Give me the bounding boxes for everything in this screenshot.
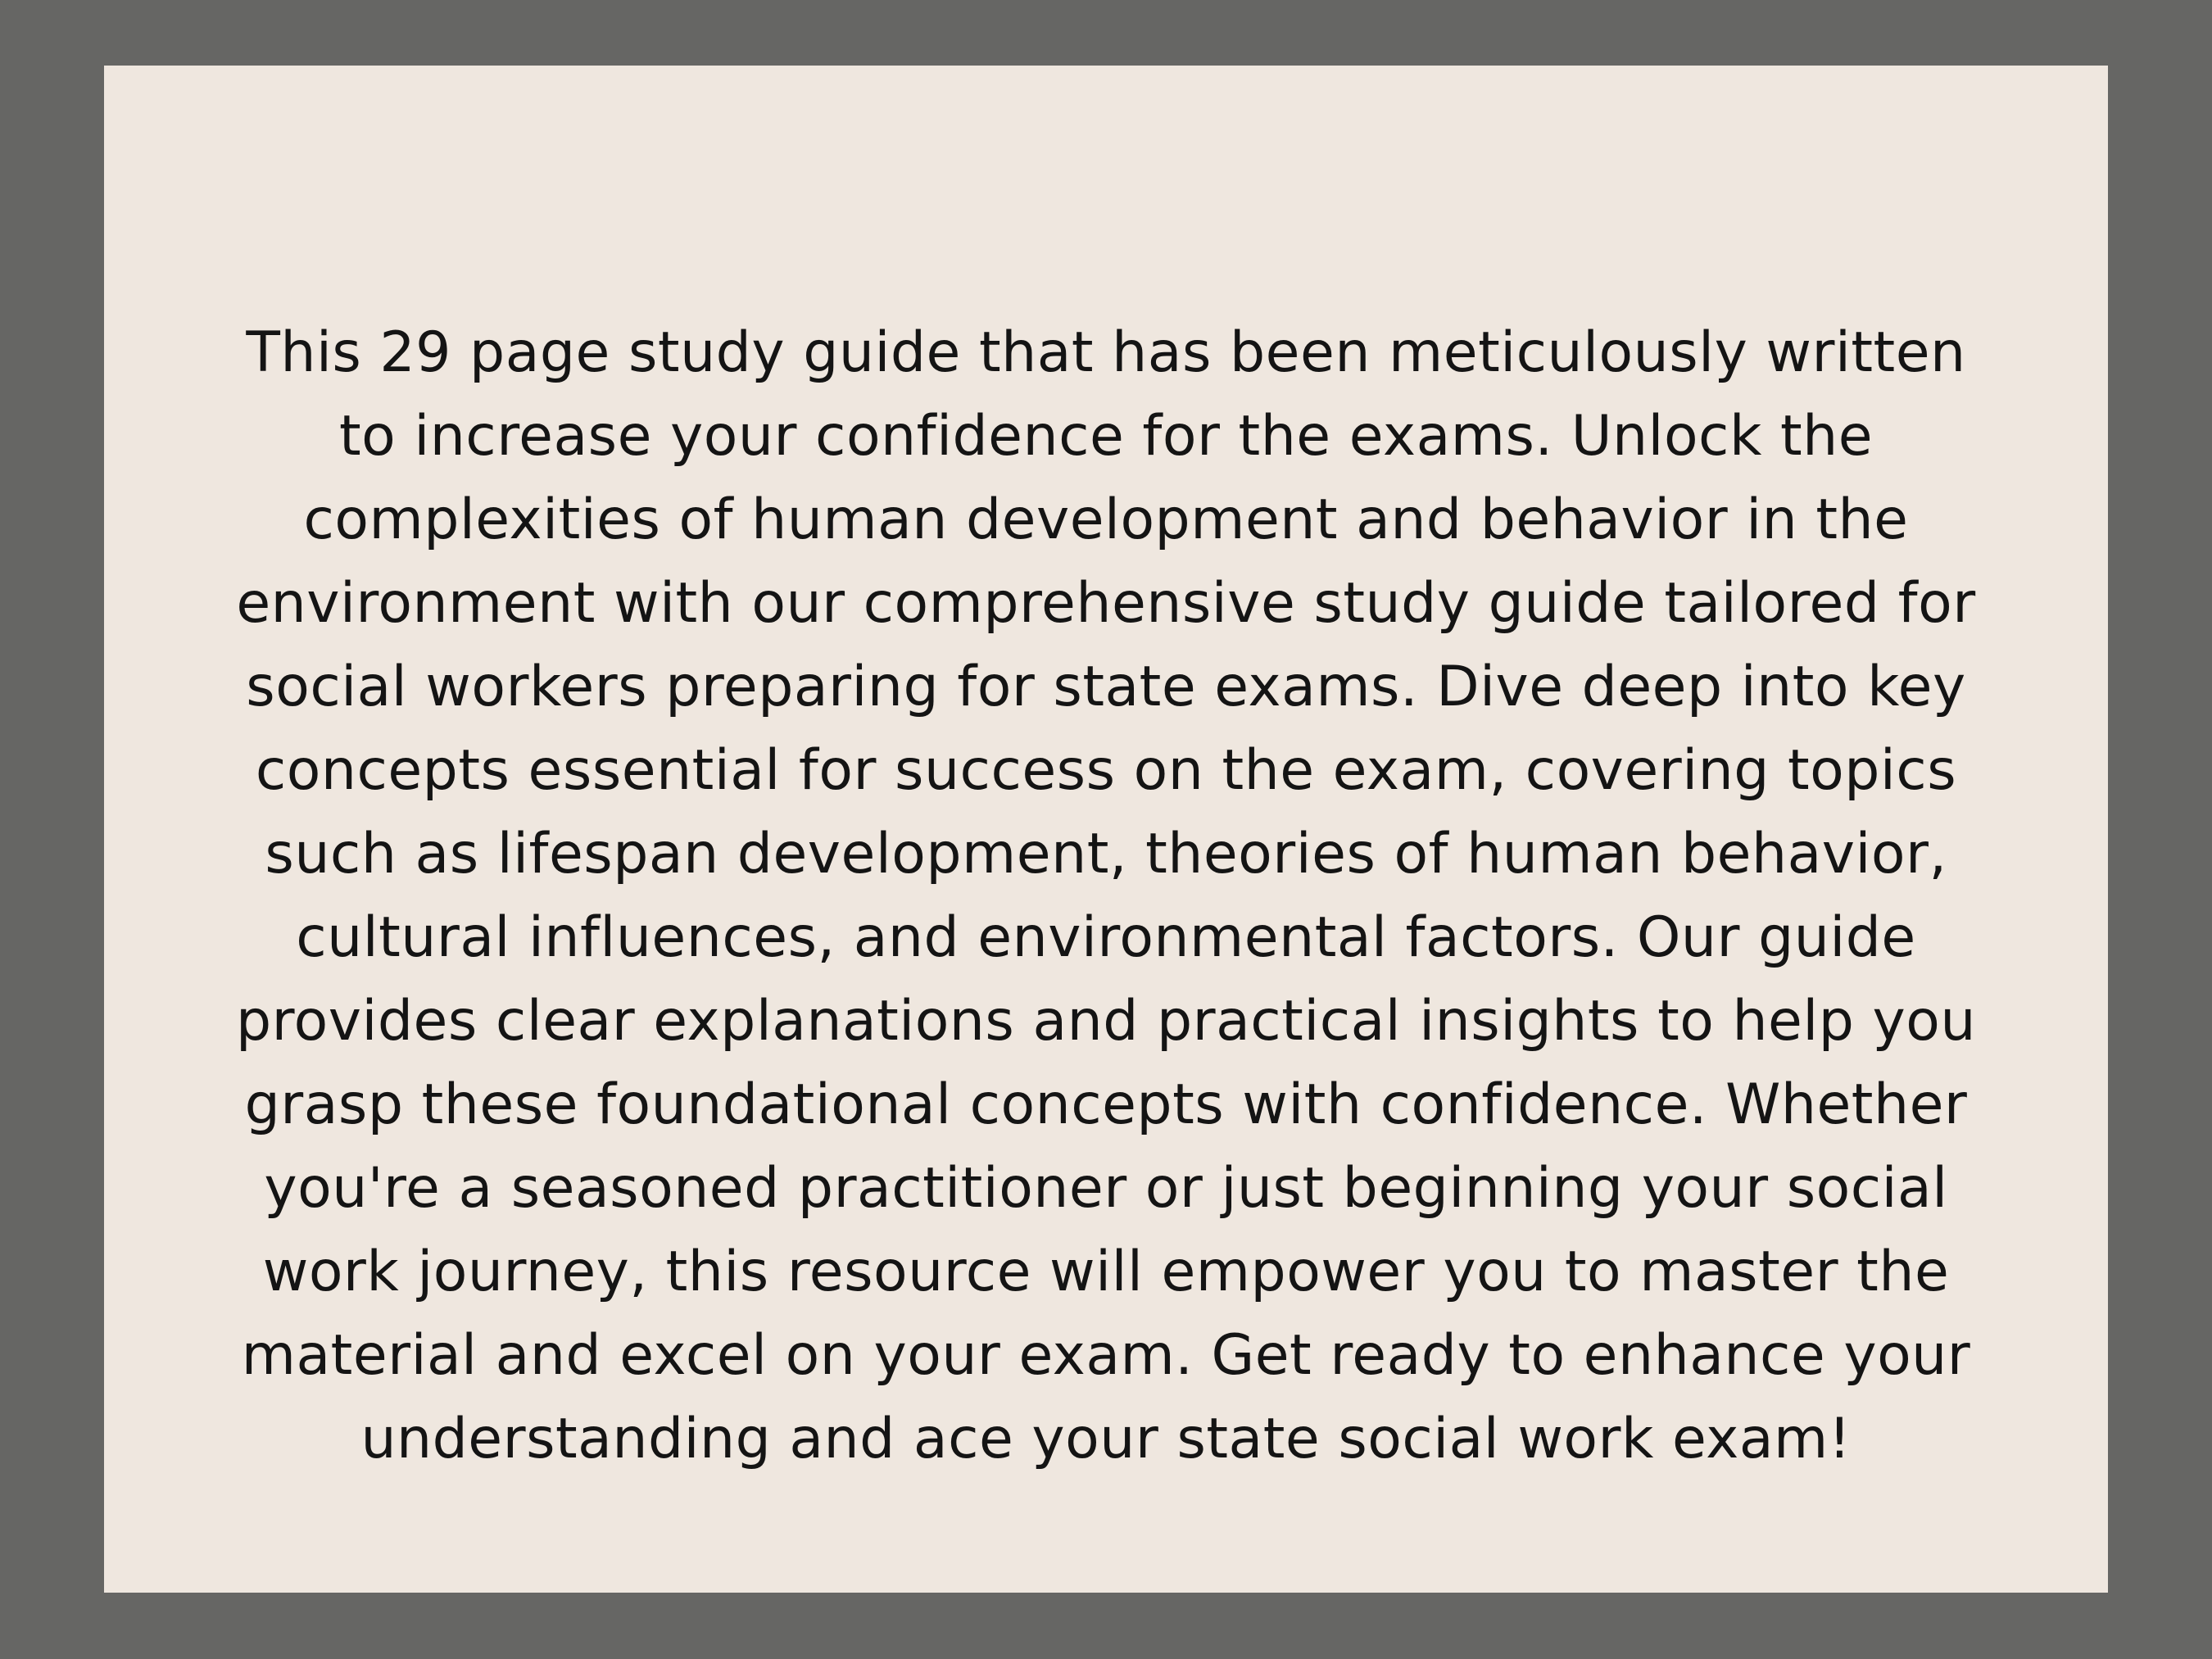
description-line: such as lifespan development, theories of human behavior, bbox=[265, 822, 1947, 886]
description-line: concepts essential for success on the exam, covering topics bbox=[255, 738, 1957, 803]
description-card bbox=[104, 66, 2108, 1593]
description-line: material and excel on your exam. Get ready to enhance your bbox=[241, 1323, 1971, 1388]
description-line: environment with our comprehensive study guide tailored for bbox=[236, 571, 1976, 636]
description-line: provides clear explanations and practical insights to help you bbox=[236, 989, 1976, 1054]
description-line: to increase your confidence for the exams. Unlock the bbox=[338, 404, 1874, 469]
description-line: you're a seasoned practitioner or just beginning your social bbox=[264, 1156, 1948, 1221]
description-line: cultural influences, and environmental factors. Our guide bbox=[296, 905, 1916, 970]
description-line: grasp these foundational concepts with confidence. Whether bbox=[244, 1072, 1968, 1137]
description-text bbox=[104, 311, 2108, 1481]
description-line: social workers preparing for state exams. Dive deep into key bbox=[246, 655, 1966, 719]
description-line: This 29 page study guide that has been meticulously written bbox=[246, 320, 1966, 385]
description-line: complexities of human development and behavior in the bbox=[303, 487, 1909, 552]
description-line: work journey, this resource will empower you to master the bbox=[262, 1240, 1950, 1304]
description-line: understanding and ace your state social work exam! bbox=[360, 1407, 1852, 1471]
